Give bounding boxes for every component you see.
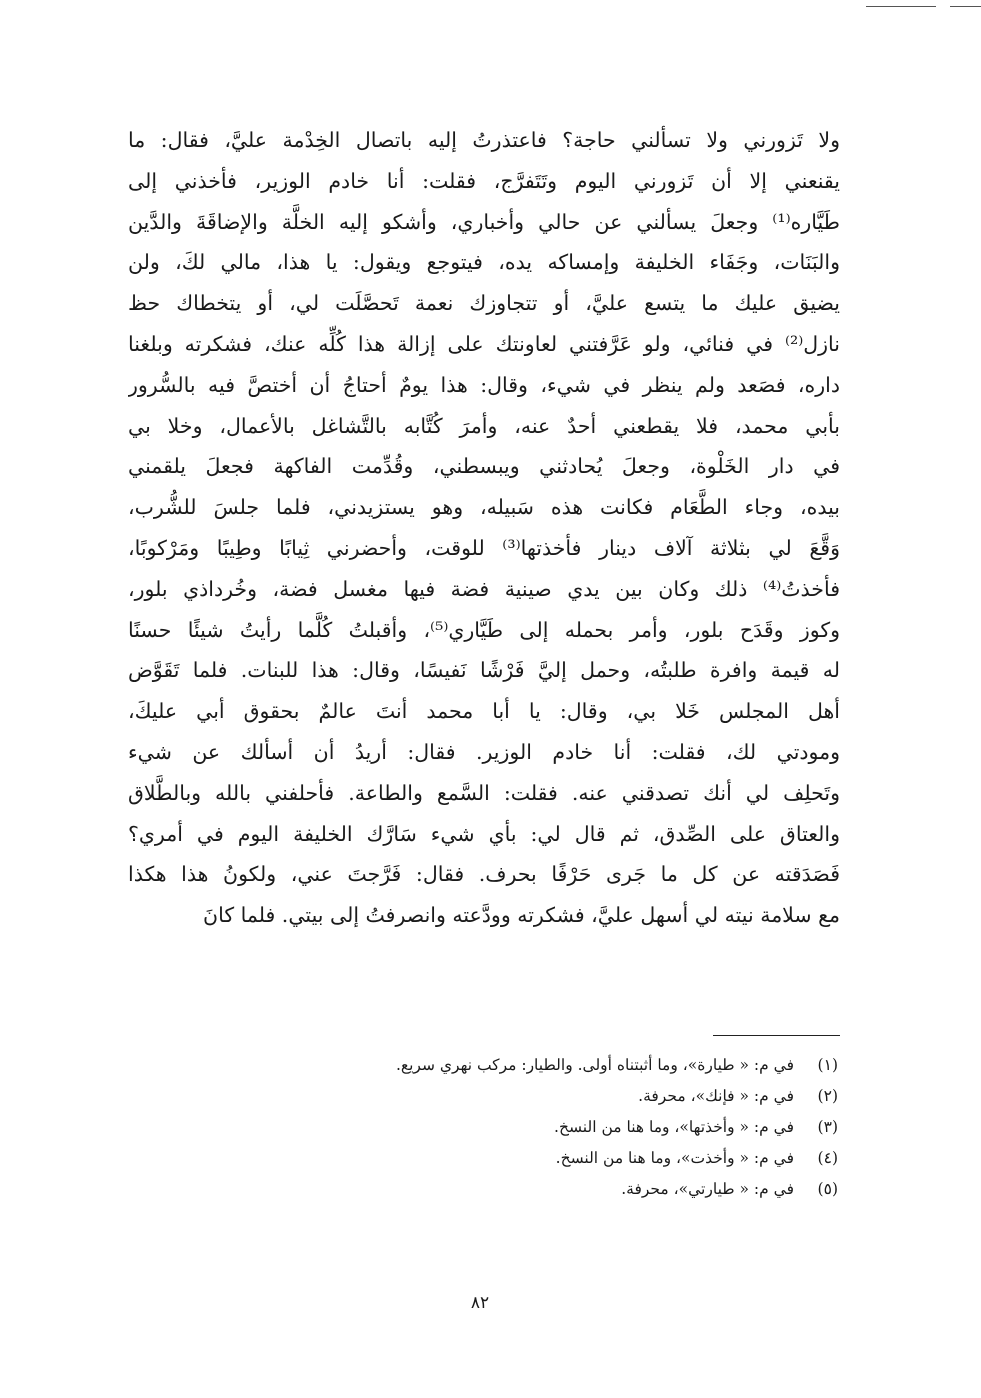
footnote bbox=[300, 1143, 838, 1174]
footnote-number: (٢) bbox=[817, 1087, 838, 1105]
text-line: ومودتي لك، فقلت: أنا خادم الوزير. فقال: أريدُ أن أسألك عن شيء bbox=[128, 739, 840, 764]
text-line: يضيق عليك ما يتسع عليَّ، أو تتجاوزك نعمة تَحصَّلَت لي، أو يتخطاك حظ bbox=[128, 291, 840, 316]
text-line: يقنعني إلا أن تَزورني اليوم وتَتَفرَّج، فقلت: أنا خادم الوزير، فأخذني إلى bbox=[128, 168, 840, 193]
footnote-text: في م: « وأخذتها»، وما هنا من النسخ. bbox=[554, 1118, 794, 1136]
text-line: فَصَدَقته عن كل ما جَرى حَرْفًا بحرف. فقال: فَرَّجتَ عني، ولكونُ هذا هكذا bbox=[128, 862, 840, 887]
page-number: ٨٢ bbox=[470, 1293, 490, 1313]
text-line: مع سلامة نيته لي أسهل عليَّ، فشكرته وودَّعته وانصرفتُ إلى بيتي. فلما كانَ bbox=[203, 903, 840, 928]
text-line: طَيَّاره⁽¹⁾ وجعلَ يسألني عن حالي وأخباري، وأشكو إليه الخلَّة والإضاقَةَ والدَّين bbox=[128, 209, 840, 234]
text-line: في دار الخَلْوة، وجعلَ يُحادثني ويبسطني، وقُدِّمت الفاكهة فجعلَ يلقمني bbox=[128, 454, 840, 479]
text-line: له قيمة وافرة طلبتُه، وحمل إليَّ فَرْشًا نَفيسًا، وقال: هذا للبنات. فلما تَقَوَّض bbox=[128, 658, 840, 683]
footnote bbox=[300, 1174, 838, 1205]
text-line: بيده، وجاء الطَّعَام فكانت هذه سَبيله، وهو يستزيدني، فلما جلسَ للشُّرب، bbox=[128, 495, 840, 520]
top-edge-rule bbox=[950, 6, 981, 7]
footnote-text: في م: « فإنك»، محرفة. bbox=[638, 1087, 794, 1105]
text-line: فأخذتُ⁽⁴⁾ ذلك وكان بين يدي صينية فضة فيها مغسل فضة، وخُرداذي بلور، bbox=[128, 576, 840, 601]
text-line: وتَحلِف لي أنك تصدقني عنه. فقلت: السَّمع والطاعة. فأحلفني بالله وبالطَّلاق bbox=[128, 780, 840, 805]
text-line: والبَنَات، وجَفَاء الخليفة وإمساكه يده، فيتوجع ويقول: يا هذا، مالي لكَ، ولن bbox=[128, 250, 840, 275]
main-text bbox=[128, 120, 840, 936]
footnote-text: في م: « وأخذت»، وما هنا من النسخ. bbox=[555, 1149, 794, 1167]
footnote-number: (٥) bbox=[817, 1180, 838, 1198]
footnote bbox=[300, 1050, 838, 1081]
footnote bbox=[300, 1112, 838, 1143]
text-line: ولا تَزورني ولا تسألني حاجة؟ فاعتذرتُ إليه باتصال الخِدْمة عليَّ، فقال: ما bbox=[128, 128, 840, 152]
footnote-text: في م: « طيارة»، وما أثبتناه أولى. والطيار: مركب نهري سريع. bbox=[395, 1056, 794, 1074]
top-edge-rule bbox=[866, 6, 936, 7]
footnote-number: (٣) bbox=[817, 1118, 838, 1136]
text-line: وكوز وقَدَح بلور، وأمر بحمله إلى طَيَّاري⁽⁵⁾، وأقبلتُ كُلَّما رأيتُ شيئًا حسنًا bbox=[128, 617, 840, 642]
text-line: أهل المجلس خَلا بي، وقال: يا أبا محمد أنتَ عالمٌ بحقوق أبي عليكَ، bbox=[128, 699, 840, 724]
footnote-number: (٤) bbox=[817, 1149, 838, 1167]
footnote-text: في م: « طيارتي»، محرفة. bbox=[621, 1180, 794, 1198]
text-line: والعتاق على الصِّدق، ثم قال لي: بأي شيء سَارَّك الخليفة اليوم في أمري؟ bbox=[128, 821, 840, 846]
footnote-divider bbox=[713, 1035, 840, 1036]
footnotes-list bbox=[300, 1050, 838, 1205]
footnote-number: (١) bbox=[817, 1056, 838, 1074]
text-line: وَقَّعَ لي بثلاثة آلاف دينار فأخذتها⁽³⁾ للوقت، وأحضرني ثِيابًا وطِيبًا ومَرْكوبًا، bbox=[128, 535, 840, 560]
text-line: داره، فصَعد ولم ينظر في شيء، وقال: هذا يومٌ أحتاجُ أن أختصَّ فيه بالسُّرور bbox=[128, 372, 840, 397]
footnote bbox=[300, 1081, 838, 1112]
text-line: بأبي محمد، فلا يقطعني أحدٌ عنه، وأمرَ كُتَّابه بالتَّشاغل بالأعمال، وخلا بي bbox=[128, 413, 840, 438]
text-line: نازل⁽²⁾ في فنائي، ولو عَرَّفتني لعاونتك على إزالة هذا كُلِّه عنك، فشكرته وبلغنا bbox=[128, 331, 840, 356]
